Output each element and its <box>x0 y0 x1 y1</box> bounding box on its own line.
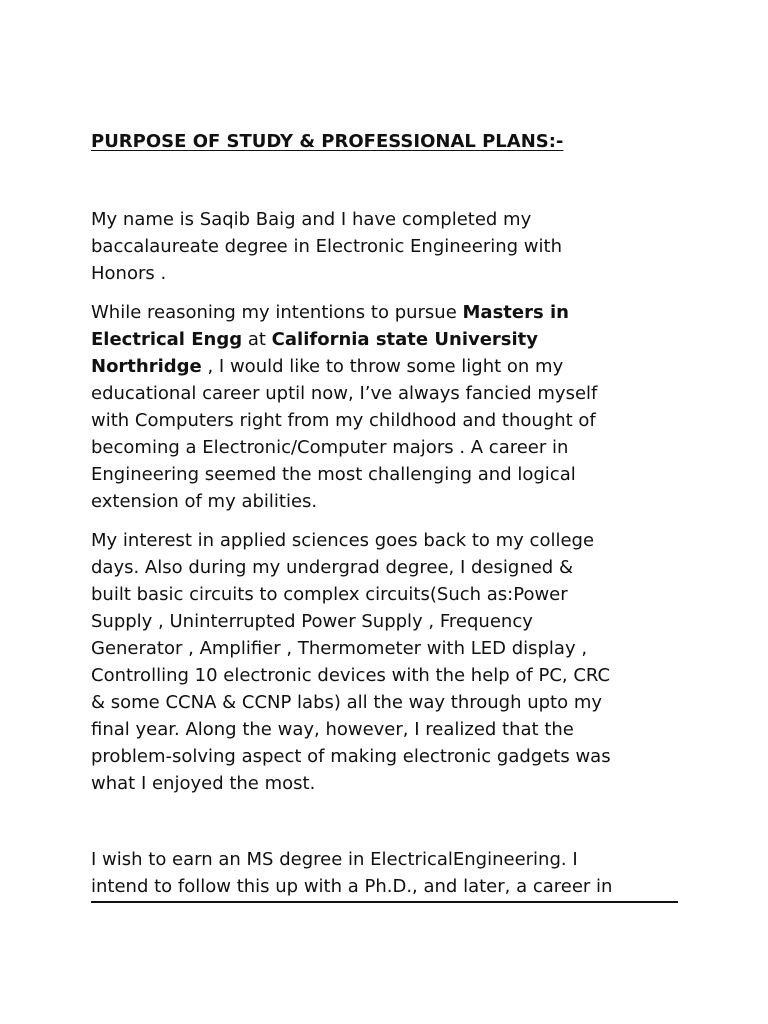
text-line: My name is Saqib Baig and I have completed my <box>91 209 532 230</box>
bold-university-name: California state University <box>271 329 539 350</box>
text-line: Controlling 10 electronic devices with the help of PC, CRC <box>91 665 611 686</box>
text-line: built basic circuits to complex circuits(Such as:Power <box>91 584 568 605</box>
paragraph-plans <box>91 846 691 900</box>
text-line <box>91 299 691 326</box>
text-line <box>91 353 691 380</box>
page-title: PURPOSE OF STUDY & PROFESSIONAL PLANS:- <box>91 131 564 152</box>
bold-degree-name: Masters in <box>462 302 569 323</box>
text-line: Supply , Uninterrupted Power Supply , Frequency <box>91 611 533 632</box>
text-line: educational career uptil now, I’ve always fancied myself <box>91 383 598 404</box>
text-line: what I enjoyed the most. <box>91 773 316 794</box>
text-line: extension of my abilities. <box>91 491 318 512</box>
text-line: intend to follow this up with a Ph.D., and later, a career in <box>91 876 613 897</box>
text-line: & some CCNA & CCNP labs) all the way through upto my <box>91 692 603 713</box>
text-run: at <box>242 329 272 350</box>
text-line: becoming a Electronic/Computer majors . A career in <box>91 437 569 458</box>
paragraph-intentions <box>91 299 691 515</box>
text-line: baccalaureate degree in Electronic Engineering with <box>91 236 562 257</box>
text-line: days. Also during my undergrad degree, I designed & <box>91 557 573 578</box>
bold-university-campus: Northridge <box>91 356 202 377</box>
text-line: My interest in applied sciences goes back to my college <box>91 530 595 551</box>
text-line: I wish to earn an MS degree in ElectricalEngineering. I <box>91 849 578 870</box>
text-run: , I would like to throw some light on my <box>201 356 564 377</box>
text-line: problem-solving aspect of making electronic gadgets was <box>91 746 611 767</box>
text-line: Engineering seemed the most challenging and logical <box>91 464 576 485</box>
bold-degree-field: Electrical Engg <box>91 329 243 350</box>
text-line <box>91 326 691 353</box>
paragraph-interests <box>91 527 691 797</box>
text-line: Generator , Amplifier , Thermometer with LED display , <box>91 638 588 659</box>
preview-cutoff-rule <box>91 901 678 903</box>
paragraph-introduction <box>91 206 691 287</box>
text-line: final year. Along the way, however, I realized that the <box>91 719 574 740</box>
text-run: While reasoning my intentions to pursue <box>91 302 463 323</box>
text-line: with Computers right from my childhood and thought of <box>91 410 596 431</box>
text-line: Honors . <box>91 263 167 284</box>
